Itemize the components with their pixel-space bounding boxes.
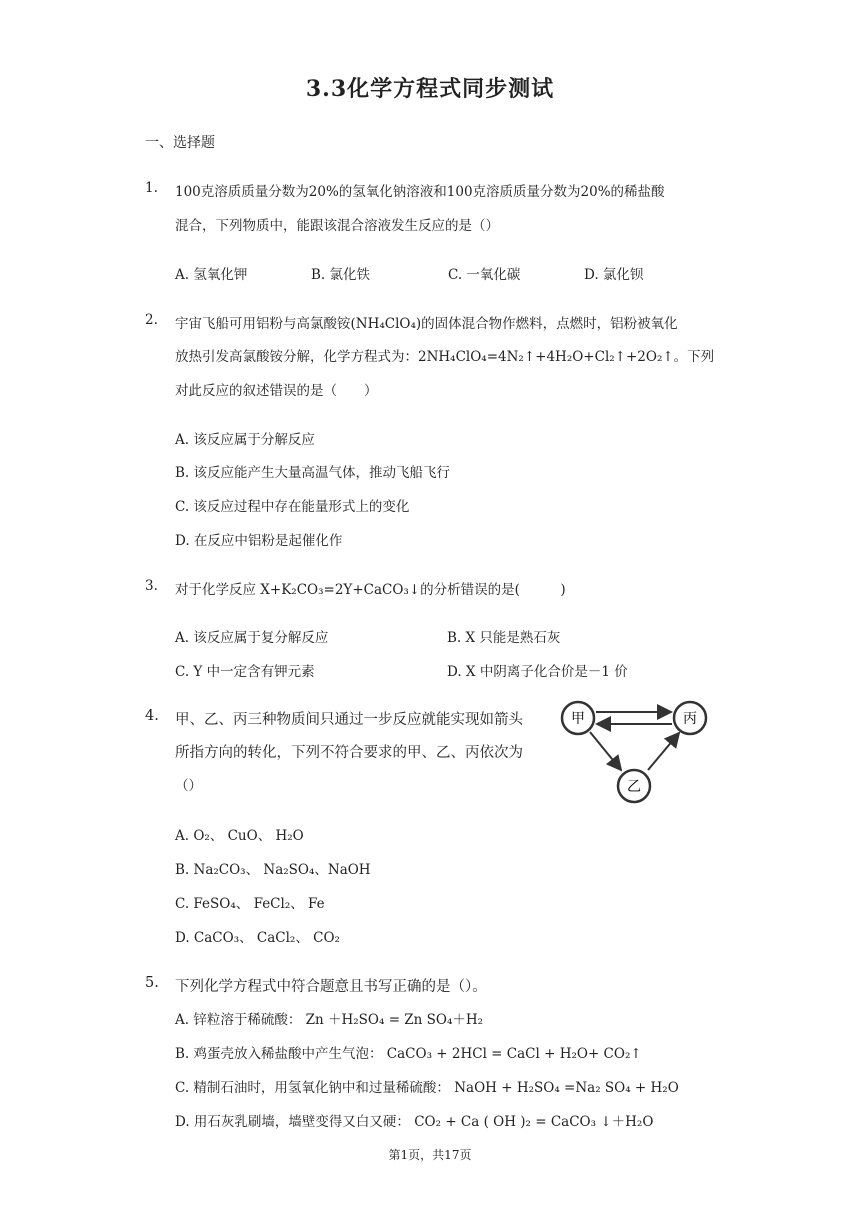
q2-stem-line3: 对此反应的叙述错误的是（ ） <box>175 383 378 399</box>
q5-option-a: A. 锌粒溶于稀硫酸： Zn ＋H₂SO₄ = Zn SO₄＋H₂ <box>175 1012 484 1028</box>
q5-option-c: C. 精制石油时，用氢氧化钠中和过量稀硫酸： NaOH + H₂SO₄ =Na₂ SO₄ + H₂O <box>175 1080 679 1096</box>
q4-stem-line3: （） <box>175 778 202 794</box>
arrow-jia-to-yi <box>590 732 621 770</box>
q3-option-d: D. X 中阴离子化合价是－1 价 <box>447 664 628 680</box>
node-jia-label: 甲 <box>571 711 585 727</box>
q5-option-b: B. 鸡蛋壳放入稀盐酸中产生气泡： CaCO₃ + 2HCl = CaCl + H₂O+ CO₂↑ <box>175 1046 642 1062</box>
q2-stem-line2: 放热引发高氯酸铵分解，化学方程式为：2NH₄ClO₄=4N₂↑+4H₂O+Cl₂↑+2O₂↑。下列 <box>175 349 715 365</box>
q3-option-c: C. Y 中一定含有钾元素 <box>175 664 315 680</box>
q1-stem-line2: 混合，下列物质中，能跟该混合溶液发生反应的是（） <box>175 218 499 234</box>
q5-option-d: D. 用石灰乳刷墙，墙壁变得又白又硬： CO₂ + Ca ( OH )₂ = CaCO₃ ↓＋H₂O <box>175 1114 654 1130</box>
q1-number: 1. <box>145 180 158 196</box>
section-heading: 一、选择题 <box>145 135 215 151</box>
q1-option-b: B. 氯化铁 <box>311 267 371 283</box>
q3-option-a: A. 该反应属于复分解反应 <box>175 630 329 646</box>
q2-number: 2. <box>145 312 158 328</box>
q3-number: 3. <box>145 578 158 594</box>
arrow-yi-to-bing <box>648 733 679 770</box>
q1-stem-line1: 100克溶质质量分数为20%的氢氧化钠溶液和100克溶质质量分数为20%的稀盐酸 <box>175 184 665 200</box>
transformation-diagram <box>558 698 726 808</box>
page-title: 3.3化学方程式同步测试 <box>305 76 555 102</box>
q2-option-c: C. 该反应过程中存在能量形式上的变化 <box>175 499 410 515</box>
q4-option-c: C. FeSO₄、 FeCl₂、 Fe <box>175 896 325 912</box>
q4-option-a: A. O₂、 CuO、 H₂O <box>175 828 304 844</box>
q1-option-a: A. 氢氧化钾 <box>175 267 248 283</box>
q1-option-d: D. 氯化钡 <box>584 267 644 283</box>
q4-option-b: B. Na₂CO₃、 Na₂SO₄、NaOH <box>175 862 371 878</box>
q2-option-b: B. 该反应能产生大量高温气体，推动飞船飞行 <box>175 465 451 481</box>
q4-stem-line2: 所指方向的转化，下列不符合要求的甲、乙、丙依次为 <box>175 745 523 761</box>
q1-option-c: C. 一氧化碳 <box>448 267 521 283</box>
q2-stem-line1: 宇宙飞船可用铝粉与高氯酸铵(NH₄ClO₄)的固体混合物作燃料，点燃时，铝粉被氧化 <box>175 316 678 332</box>
q3-stem-line1: 对于化学反应 X+K₂CO₃=2Y+CaCO₃↓的分析错误的是( ) <box>175 582 566 598</box>
q2-option-d: D. 在反应中铝粉是起催化作 <box>175 533 343 549</box>
q5-number: 5. <box>145 975 159 991</box>
q2-option-a: A. 该反应属于分解反应 <box>175 432 315 448</box>
node-bing-label: 丙 <box>683 711 697 727</box>
q3-option-b: B. X 只能是熟石灰 <box>447 630 561 646</box>
q4-stem-line1: 甲、乙、丙三种物质间只通过一步反应就能实现如箭头 <box>175 712 523 728</box>
q5-stem-line1: 下列化学方程式中符合题意且书写正确的是（）。 <box>175 979 487 995</box>
q4-number: 4. <box>145 708 159 724</box>
page-footer: 第1页，共17页 <box>388 1148 472 1162</box>
node-yi-label: 乙 <box>627 779 641 795</box>
q4-option-d: D. CaCO₃、 CaCl₂、 CO₂ <box>175 930 340 946</box>
